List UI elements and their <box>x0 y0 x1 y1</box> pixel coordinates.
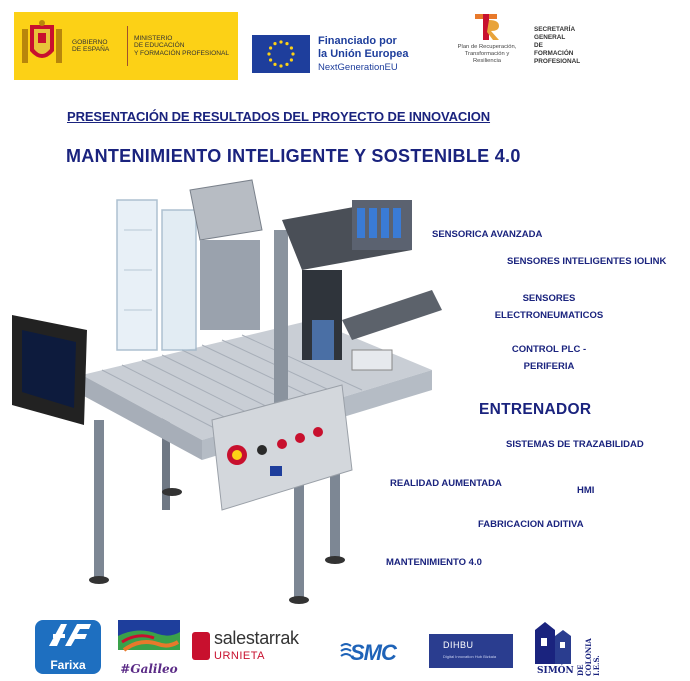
farixa-logo <box>35 620 101 674</box>
simon-de-colonia-logo <box>531 620 603 676</box>
prtr-line: Resiliencia <box>472 57 502 64</box>
eu-flag-icon <box>252 35 310 73</box>
training-machine-image <box>12 170 452 610</box>
feature-line: CONTROL PLC - <box>511 344 587 355</box>
secretaria-line: FORMACIÓN <box>534 50 574 57</box>
galileo-mark-icon <box>118 620 180 660</box>
ministry-line: MINISTERIO <box>133 34 173 42</box>
prtr-logo <box>446 14 528 76</box>
prtr-icon <box>469 14 505 40</box>
gobierno-ministerio-logo <box>14 12 238 80</box>
feature-line: SENSORES <box>522 293 576 304</box>
prtr-text <box>446 44 528 64</box>
page-subtitle: PRESENTACIÓN DE RESULTADOS DEL PROYECTO DE INNOVACION <box>67 109 491 124</box>
secretaria-general-label <box>534 26 614 66</box>
secretaria-line: DE <box>534 42 543 49</box>
galileo-name: #Galileo <box>120 662 178 676</box>
feature-iolink: SENSORES INTELIGENTES IOLINK <box>507 256 667 267</box>
feature-fabricacion-aditiva: FABRICACION ADITIVA <box>478 519 584 530</box>
feature-mantenimiento: MANTENIMIENTO 4.0 <box>386 557 482 568</box>
eu-line: la Unión Europea <box>318 47 409 60</box>
gov-line: GOBIERNO <box>72 38 108 46</box>
simon-name: SIMÓN <box>537 666 574 676</box>
feature-hmi: HMI <box>577 485 595 496</box>
eu-funding-text <box>318 35 408 74</box>
dihbu-name: DIHBU <box>443 640 474 650</box>
prtr-line: Transformación y <box>464 50 510 57</box>
prtr-line: Plan de Recuperación, <box>457 44 517 50</box>
ministry-line: DE EDUCACIÓN <box>133 42 185 50</box>
ministerio-label <box>134 35 232 58</box>
feature-plc <box>496 341 602 375</box>
partner-logos <box>0 616 690 678</box>
eu-funding-logo <box>252 34 422 74</box>
spain-coat-of-arms-icon <box>20 19 64 73</box>
eu-line: NextGenerationEU <box>318 61 398 73</box>
dihbu-logo <box>429 634 513 668</box>
salestarrak-place: URNIETA <box>214 650 265 662</box>
simon-building-icon <box>531 620 577 664</box>
smc-name: SMC <box>350 640 396 665</box>
salestarrak-icon <box>192 632 210 660</box>
eu-line: Financiado por <box>318 34 397 47</box>
salestarrak-logo <box>192 628 322 672</box>
simon-colonia-text: DE COLONIA I.E.S. <box>576 638 601 676</box>
divider <box>127 26 128 66</box>
gov-line: DE ESPAÑA <box>72 46 110 53</box>
gobierno-label <box>72 39 125 54</box>
secretaria-line: SECRETARÍA <box>534 26 576 33</box>
secretaria-line: PROFESIONAL <box>534 58 581 65</box>
feature-line: PERIFERIA <box>523 361 575 372</box>
feature-sensorica: SENSORICA AVANZADA <box>432 229 543 240</box>
feature-line: ELECTRONEUMATICOS <box>494 310 604 321</box>
ministry-line: Y FORMACIÓN PROFESIONAL <box>133 49 230 57</box>
feature-trazabilidad: SISTEMAS DE TRAZABILIDAD <box>506 439 644 450</box>
smc-wave-icon <box>340 642 352 660</box>
feature-entrenador: ENTRENADOR <box>479 401 592 418</box>
feature-electroneumaticos <box>488 290 610 324</box>
page-title: MANTENIMIENTO INTELIGENTE Y SOSTENIBLE 4.0 <box>66 146 521 166</box>
farixa-mark-icon <box>35 620 101 652</box>
farixa-name: Farixa <box>50 658 86 672</box>
feature-realidad-aumentada: REALIDAD AUMENTADA <box>390 478 502 489</box>
secretaria-line: GENERAL <box>534 34 566 41</box>
galileo-logo <box>118 620 180 676</box>
dihbu-subtitle: Digital Innovation Hub Bizkaia <box>443 654 497 659</box>
salestarrak-name: salestarrak <box>214 628 299 648</box>
